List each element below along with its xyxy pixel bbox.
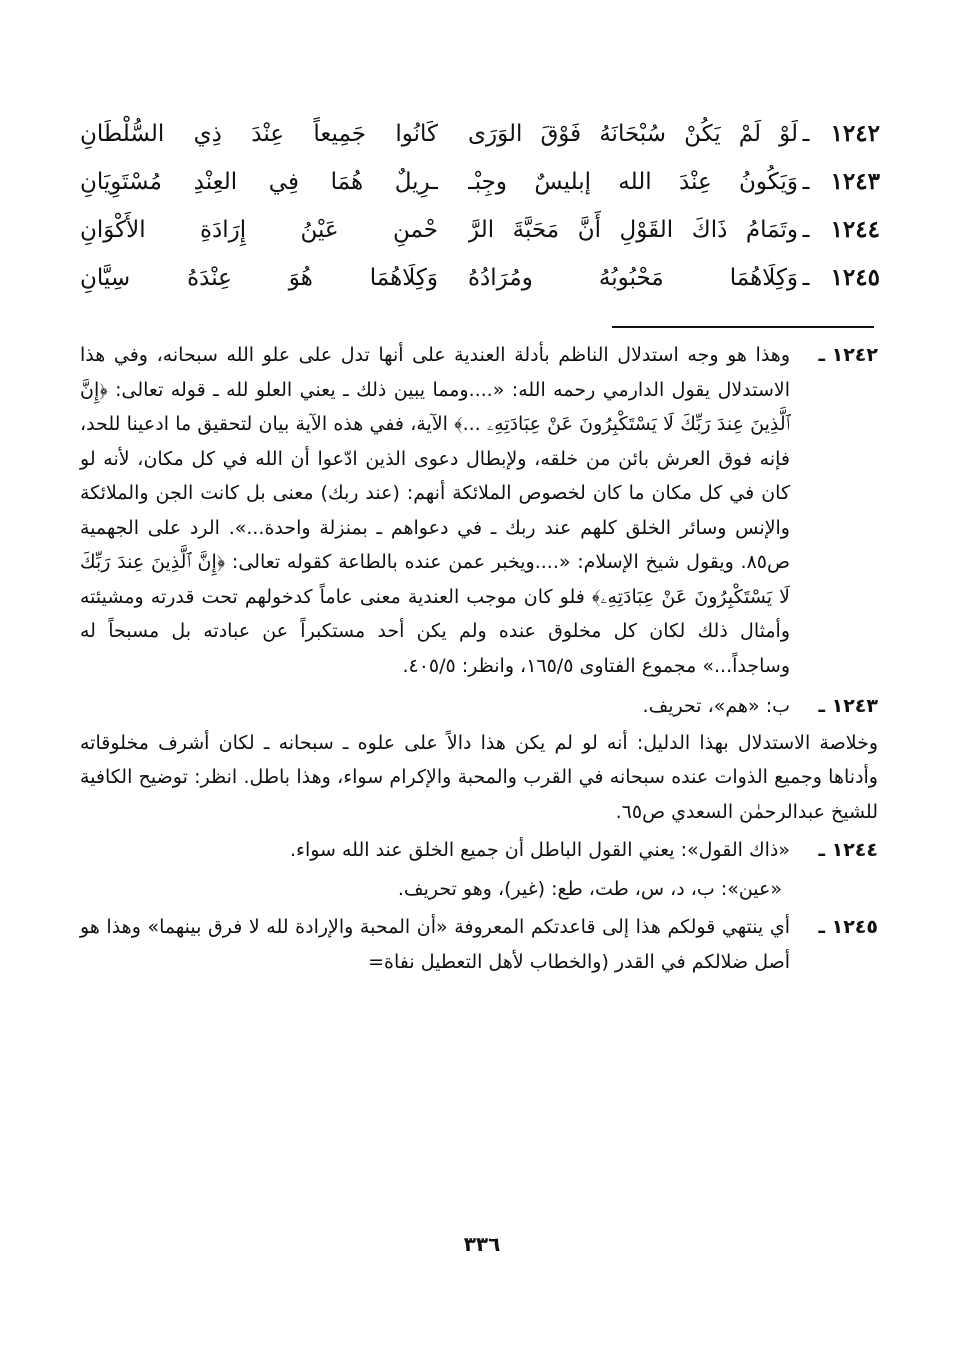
verse-second-hemistich: كَانُوا جَمِيعاً عِنْدَ ذِي السُّلْطَانِ (80, 121, 438, 147)
footnote-text: «ذاك القول»: يعني القول الباطل أن جميع الخلق عند الله سواء. (289, 839, 790, 861)
verse-dash: ـ (802, 217, 810, 243)
verse-number: ١٢٤٢ (830, 120, 880, 147)
footnote-text: أي ينتهي قولكم هذا إلى قاعدتكم المعروفة «أن المحبة والإرادة لله لا فرق بينهما» وهذا هو أصل ضلالكم في القدر (والخطاب لأهل التعطيل نفاة= (80, 916, 790, 973)
footnote-paragraph: وخلاصة الاستدلال بهذا الدليل: أنه لو لم يكن هذا دالاً على علوه ـ سبحانه ـ لكان أشرف مخلوقاته وأدناها وجميع الذوات عنده سبحانه في القرب والمحبة والإكرام سواء، وهذا باطل. انظر: توضيح الكافية للشيخ عبدالرحمٰن السعدي ص٦٥. (80, 731, 878, 823)
footnote-text: ب: «هم»، تحريف. (642, 695, 790, 717)
verse-line (80, 206, 880, 254)
footnote-text: وهذا هو وجه استدلال الناظم بأدلة العندية على أنها تدل على علو الله سبحانه، وفي هذا الاستدلال يقول الدارمي رحمه الله: «....ومما يبين ذلك ـ يعني العلو لله ـ قوله تعالى: ﴿إِنَّ ٱلَّذِينَ عِندَ رَبِّكَ لَا يَسْتَكْبِرُونَ عَنْ عِبَادَتِهِۦ ...﴾ الآية، ففي هذه الآية بيان لتحقيق ما ادعينا للحد، فإنه فوق العرش بائن من خلقه، ولإبطال دعوى الذين ادّعوا أن الله في كل مكان، لأنه لو كان في كل مكان ما كان لخصوص الملائكة أنهم: (عند ربك) معنى بل كانت الجن والملائكة والإنس وسائر الخلق كلهم عند ربك ـ في دعواهم ـ بمنزلة واحدة...». الرد على الجهمية ص٨٥. ويقول شيخ الإسلام: «....ويخبر عمن عنده بالطاعة كقوله تعالى: ﴿إِنَّ ٱلَّذِينَ عِندَ رَبِّكَ لَا يَسْتَكْبِرُونَ عَنْ عِبَادَتِهِۦ﴾ فلو كان موجب العندية معنى عاماً كدخولهم تحت قدرته ومشيئته وأمثال ذلك لكان كل مخلوق عنده ولم يكن أحد مستكبراً عن عبادته بل مسبحاً له وساجداً...» مجموع الفتاوى ١٦٥/٥، وانظر: ٤٠٥/٥. (80, 344, 790, 677)
verse-second-hemistich: ـرِيلٌ هُمَا فِي العِنْدِ مُسْتَوِيَانِ (80, 169, 438, 195)
verse-first-hemistich: وَيَكُونُ عِنْدَ الله إبليسٌ وجِبْـ (468, 169, 798, 195)
verse-second-hemistich: وَكِلَاهُمَا هُوَ عِنْدَهُ سِيَّانِ (80, 265, 438, 291)
footnote-1244 (80, 833, 878, 868)
verse-first-hemistich: لَوْ لَمْ يَكُنْ سُبْحَانَهُ فَوْقَ الوَرَى (468, 121, 798, 147)
page-number: ٣٣٦ (463, 1232, 501, 1256)
footnote-separator (612, 326, 874, 328)
verse-number: ١٢٤٣ (830, 168, 880, 195)
footnotes (80, 338, 878, 979)
footnote-1245 (80, 910, 878, 979)
footnote-label: ١٢٤٥ ـ (818, 916, 878, 938)
verse-first-hemistich: وَكِلَاهُمَا مَحْبُوبُهُ ومُرَادُهُ (468, 265, 798, 291)
verse-second-hemistich: حْمنِ عَيْنُ إِرَادَةِ الأَكْوَانِ (80, 217, 438, 243)
verse-number: ١٢٤٥ (830, 264, 880, 291)
footnote-1242 (80, 338, 878, 683)
verse-dash: ـ (802, 121, 810, 147)
footnote-variant-note: «عين»: ب، د، س، طت، طع: (غير)، وهو تحريف. (397, 877, 782, 900)
footnote-label: ١٢٤٣ ـ (818, 695, 878, 717)
verse-line (80, 254, 880, 302)
footnote-label: ١٢٤٢ ـ (818, 344, 878, 366)
verse-line (80, 158, 880, 206)
verse-number: ١٢٤٤ (830, 216, 880, 243)
verse-line (80, 110, 880, 158)
verse-block (80, 110, 880, 302)
verse-dash: ـ (802, 169, 810, 195)
verse-first-hemistich: وتَمَامُ ذَاكَ القَوْلِ أَنَّ مَحَبَّةَ الرَّ (468, 217, 798, 243)
footnote-label: ١٢٤٤ ـ (818, 839, 878, 861)
footnote-1243 (80, 689, 878, 724)
verse-dash: ـ (802, 265, 810, 291)
